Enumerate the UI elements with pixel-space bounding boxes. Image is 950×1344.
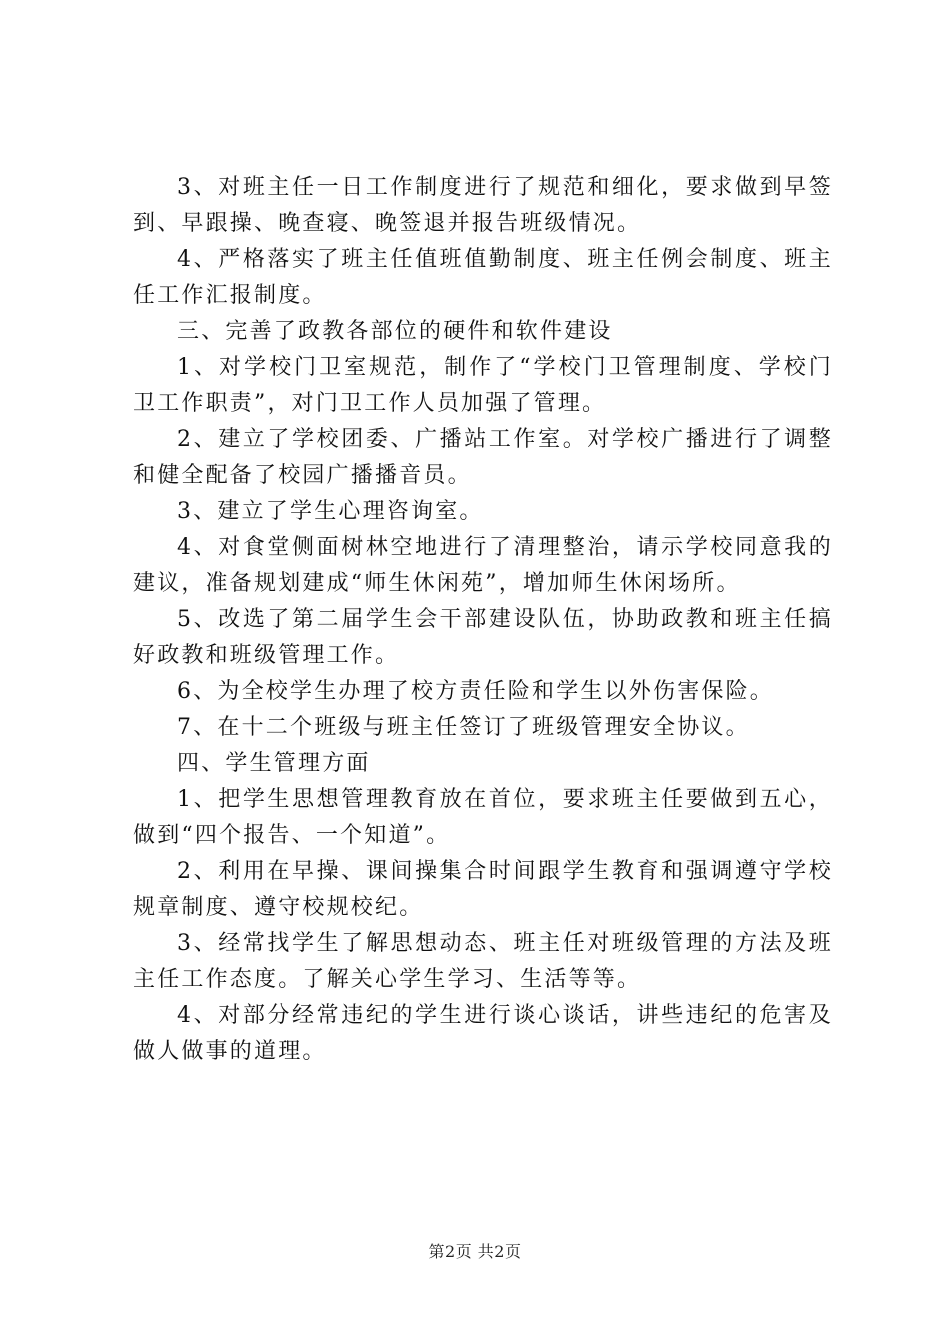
paragraph: 6、为全校学生办理了校方责任险和学生以外伤害保险。 [177,679,774,704]
paragraph: 4、严格落实了班主任值班值勤制度、班主任例会制度、班主任工作汇报制度。 [133,247,833,308]
paragraph: 2、利用在早操、课间操集合时间跟学生教育和强调遵守学校规章制度、遵守校规校纪。 [133,859,833,920]
paragraph: 3、建立了学生心理咨询室。 [177,499,484,524]
page-footer: 第2页 共2页 [428,1242,522,1261]
paragraph: 4、对食堂侧面树林空地进行了清理整治，请示学校同意我的建议，准备规划建成“师生休闲苑”，增加师生休闲场所。 [133,535,833,596]
paragraph: 7、在十二个班级与班主任签订了班级管理安全协议。 [177,715,750,740]
section-heading: 三、完善了政教各部位的硬件和软件建设 [177,319,613,344]
document-body [133,170,833,1070]
paragraph: 3、对班主任一日工作制度进行了规范和细化，要求做到早签到、早跟操、晚查寝、晚签退并报告班级情况。 [133,175,833,236]
paragraph: 1、把学生思想管理教育放在首位，要求班主任要做到五心，做到“四个报告、一个知道”。 [133,787,833,848]
paragraph: 5、改选了第二届学生会干部建设队伍，协助政教和班主任搞好政教和班级管理工作。 [133,607,833,668]
paragraph: 3、经常找学生了解思想动态、班主任对班级管理的方法及班主任工作态度。了解关心学生学习、生活等等。 [133,931,833,992]
paragraph: 2、建立了学校团委、广播站工作室。对学校广播进行了调整和健全配备了校园广播播音员。 [133,427,833,488]
paragraph: 1、对学校门卫室规范，制作了“学校门卫管理制度、学校门卫工作职责”，对门卫工作人员加强了管理。 [133,355,833,416]
paragraph: 4、对部分经常违纪的学生进行谈心谈话，讲些违纪的危害及做人做事的道理。 [133,1003,833,1064]
section-heading: 四、学生管理方面 [177,751,371,776]
